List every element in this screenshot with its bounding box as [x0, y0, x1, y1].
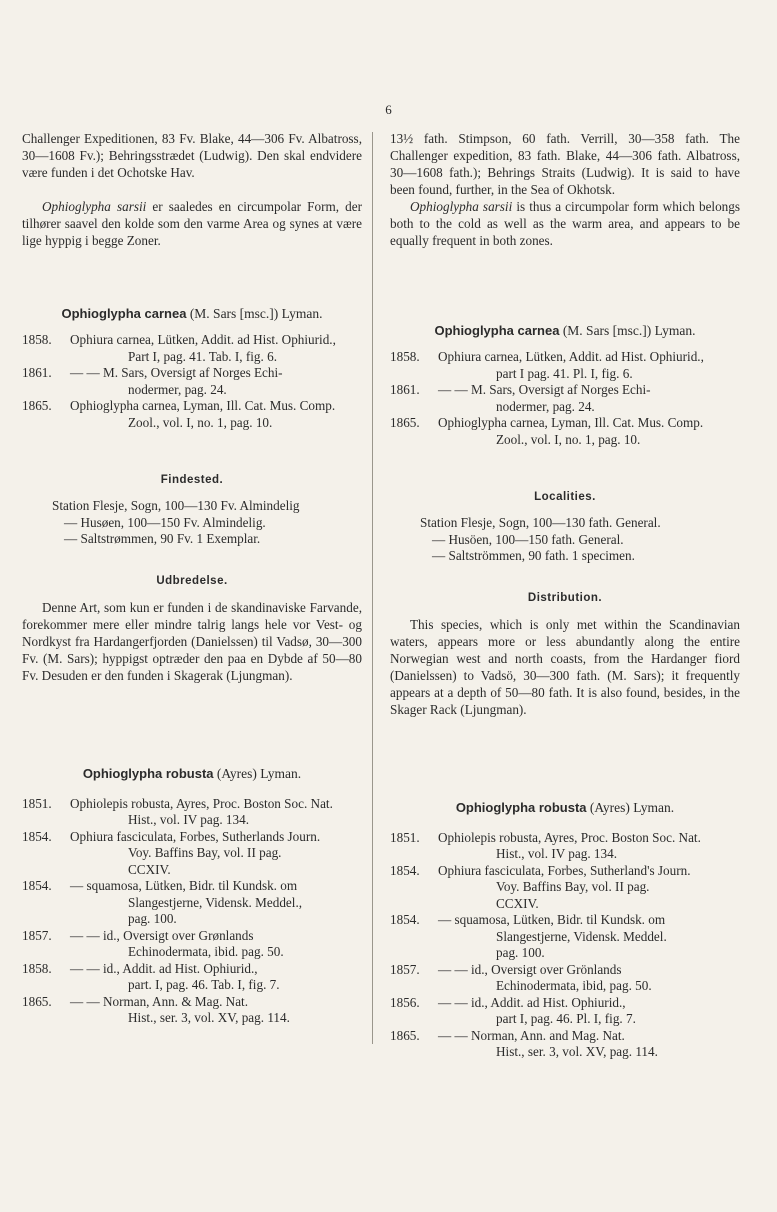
list-item: 1854. — squamosa, Lütken, Bidr. til Kundsk. om Slangestjerne, Vidensk. Meddel. pag. 100. [390, 912, 667, 960]
list-item: 1861. — — M. Sars, Oversigt af Norges Echi- nodermer, pag. 24. [22, 365, 283, 397]
list-item: 1851. Ophiolepis robusta, Ayres, Proc. Boston Soc. Nat. Hist., vol. IV pag. 134. [390, 829, 701, 861]
right-carnea-synonymy [390, 349, 740, 448]
right-distribution-text: This species, which is only met within the Scandinavian waters, appears more or less abundantly along the entire Norwegian west and north coasts, from the Hardanger fiord (Danielssen) to Vadsö, 30—300 fath. (M. Sars); it frequently appears at a depth of 50—80 fath. It is also found, besides, in the Skager Rack (Ljungman). [390, 616, 740, 717]
right-carnea-title: Ophioglypha carnea (M. Sars [msc.]) Lyman. [434, 323, 696, 338]
list-item: 1851. Ophiolepis robusta, Ayres, Proc. Boston Soc. Nat. Hist., vol. IV pag. 134. [22, 795, 333, 827]
left-distribution-text: Denne Art, som kun er funden i de skandinaviske Farvande, forekommer mere eller mindre talrig langs hele vor Vest- og Nordkyst fra Hardangerfjorden (Danielssen) til Vadsø, 30—300 Fv. (M. Sars); hyppigst optræder den paa en Dybde af 50—80 Fv. Desuden er den funden i Skagerak (Ljungman). [22, 599, 362, 683]
right-localities-list: Station Flesje, Sogn, 100—130 fath. General. — Husöen, 100—150 fath. General. — Saltströmmen, 90 fath. 1 specimen. [420, 515, 661, 563]
list-item: 1857. — — id., Oversigt over Grönlands Echinodermata, ibid, pag. 50. [390, 961, 652, 993]
list-item: 1865. Ophioglypha carnea, Lyman, Ill. Cat. Mus. Comp. Zool., vol. I, no. 1, pag. 10. [22, 398, 336, 430]
right-robusta-title: Ophioglypha robusta (Ayres) Lyman. [455, 799, 675, 815]
right-intro-paragraph-2: Ophioglypha sarsii is thus a circumpolar form which belongs both to the cold as well as the warm area, and appears to be equally frequent in both zones. [390, 199, 741, 248]
list-item: 1858. Ophiura carnea, Lütken, Addit. ad Hist. Ophiurid., part I pag. 41. Pl. I, fig. 6. [390, 349, 704, 381]
list-item: 1854. Ophiura fasciculata, Forbes, Sutherland's Journ. Voy. Baffins Bay, vol. II pag. CCXIV. [390, 862, 691, 911]
right-localities-heading: Localities. [534, 491, 596, 503]
right-distribution-heading: Distribution. [527, 591, 603, 604]
right-intro-paragraph-1: 13½ fath. Stimpson, 60 fath. Verrill, 30—358 fath. The Challenger expedition, 83 fath. Blake, 44—306 fath. Albatross, 30—1608 fath.); Behrings Straits (Ludwig). It is said to have been found, further, in the Sea of Okhotsk. [390, 131, 740, 197]
left-intro-paragraph-1: Challenger Expeditionen, 83 Fv. Blake, 44—306 Fv. Albatross, 30—1608 Fv.); Behringsstrædet (Ludwig). Den skal endvidere være funden i det Ochotske Hav. [22, 131, 362, 180]
list-item: 1858. Ophiura carnea, Lütken, Addit. ad Hist. Ophiurid., Part I, pag. 41. Tab. I, fig. 6. [22, 332, 336, 364]
list-item: 1854. Ophiura fasciculata, Forbes, Sutherlands Journ. Voy. Baffins Bay, vol. II pag. CCXIV. [22, 828, 321, 877]
list-item: 1865. — — Norman, Ann. & Mag. Nat. Hist., ser. 3, vol. XV, pag. 114. [22, 993, 290, 1025]
left-carnea-synonymy [22, 332, 362, 431]
page-number: 6 [385, 102, 392, 117]
right-species-italic: Ophioglypha sarsii [410, 199, 513, 214]
list-item: 1865. — — Norman, Ann. and Mag. Nat. Hist., ser. 3, vol. XV, pag. 114. [390, 1027, 658, 1059]
left-robusta-title: Ophioglypha robusta (Ayres) Lyman. [82, 765, 302, 781]
list-item: 1861. — — M. Sars, Oversigt af Norges Echi- nodermer, pag. 24. [390, 382, 651, 414]
left-carnea-title: Ophioglypha carnea (M. Sars [msc.]) Lyman. [61, 306, 323, 321]
right-column [390, 130, 740, 1061]
list-item: 1857. — — id., Oversigt over Grønlands Echinodermata, ibid. pag. 50. [22, 927, 284, 959]
column-divider [372, 132, 373, 1044]
left-column [22, 130, 362, 1027]
left-localities-heading: Findested. [160, 474, 224, 486]
list-item: 1858. — — id., Addit. ad Hist. Ophiurid., part. I, pag. 46. Tab. I, fig. 7. [22, 960, 280, 992]
list-item: 1854. — squamosa, Lütken, Bidr. til Kundsk. om Slangestjerne, Vidensk. Meddel., pag. 100. [22, 878, 303, 926]
left-localities-list: Station Flesje, Sogn, 100—130 Fv. Almindelig — Husøen, 100—150 Fv. Almindelig. — Saltstrømmen, 90 Fv. 1 Exemplar. [52, 498, 300, 546]
right-robusta-synonymy [390, 830, 740, 1061]
left-robusta-synonymy [22, 796, 362, 1027]
left-intro-paragraph-2: Ophioglypha sarsii er saaledes en circumpolar Form, der tilhører saavel den kolde som den varme Area og synes at være lige hyppig i begge Zoner. [22, 199, 362, 248]
list-item: 1856. — — id., Addit. ad Hist. Ophiurid., part I, pag. 46. Pl. I, fig. 7. [390, 994, 636, 1026]
list-item: 1865. Ophioglypha carnea, Lyman, Ill. Cat. Mus. Comp. Zool., vol. I, no. 1, pag. 10. [390, 415, 704, 447]
left-species-italic: Ophioglypha sarsii [42, 199, 147, 214]
left-distribution-heading: Udbredelse. [156, 574, 228, 587]
